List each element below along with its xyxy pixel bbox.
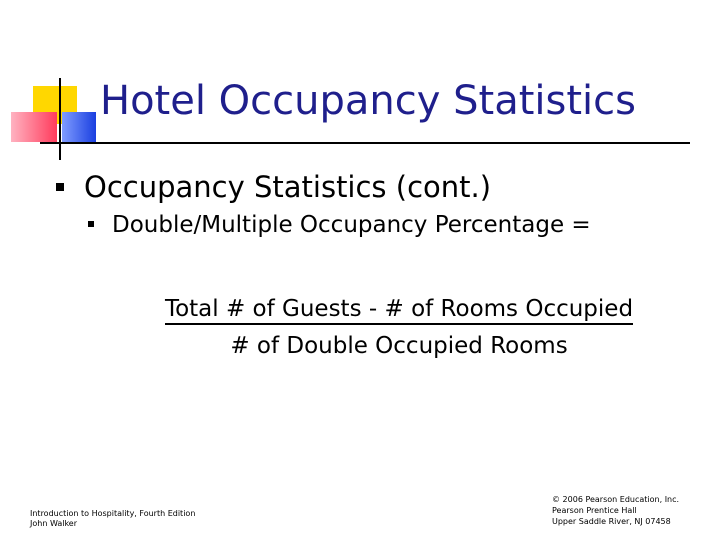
square-bullet-icon <box>88 221 94 227</box>
footer-author: John Walker <box>30 519 78 528</box>
footer-copyright-line2: Pearson Prentice Hall <box>552 506 637 515</box>
footer-copyright-line3: Upper Saddle River, NJ 07458 <box>552 517 671 526</box>
footer-book-info <box>30 509 195 529</box>
bullet-level-2-text: Double/Multiple Occupancy Percentage = <box>112 212 591 238</box>
footer-copyright <box>552 494 679 527</box>
formula-numerator: Total # of Guests - # of Rooms Occupied <box>165 296 633 325</box>
title-underline <box>40 142 690 144</box>
decorative-logo <box>0 0 100 170</box>
logo-blue-square <box>62 112 96 142</box>
bullet-level-2 <box>88 212 591 238</box>
square-bullet-icon <box>56 183 64 191</box>
footer-copyright-line1: © 2006 Pearson Education, Inc. <box>552 495 680 504</box>
footer-book-title: Introduction to Hospitality, Fourth Edition <box>30 509 196 518</box>
logo-vertical-line <box>59 78 61 160</box>
bullet-level-1-text: Occupancy Statistics (cont.) <box>84 170 492 204</box>
occupancy-formula <box>126 296 672 359</box>
logo-red-square <box>11 112 57 142</box>
formula-denominator: # of Double Occupied Rooms <box>230 333 568 359</box>
slide-title: Hotel Occupancy Statistics <box>100 78 636 124</box>
bullet-level-1 <box>56 170 491 204</box>
